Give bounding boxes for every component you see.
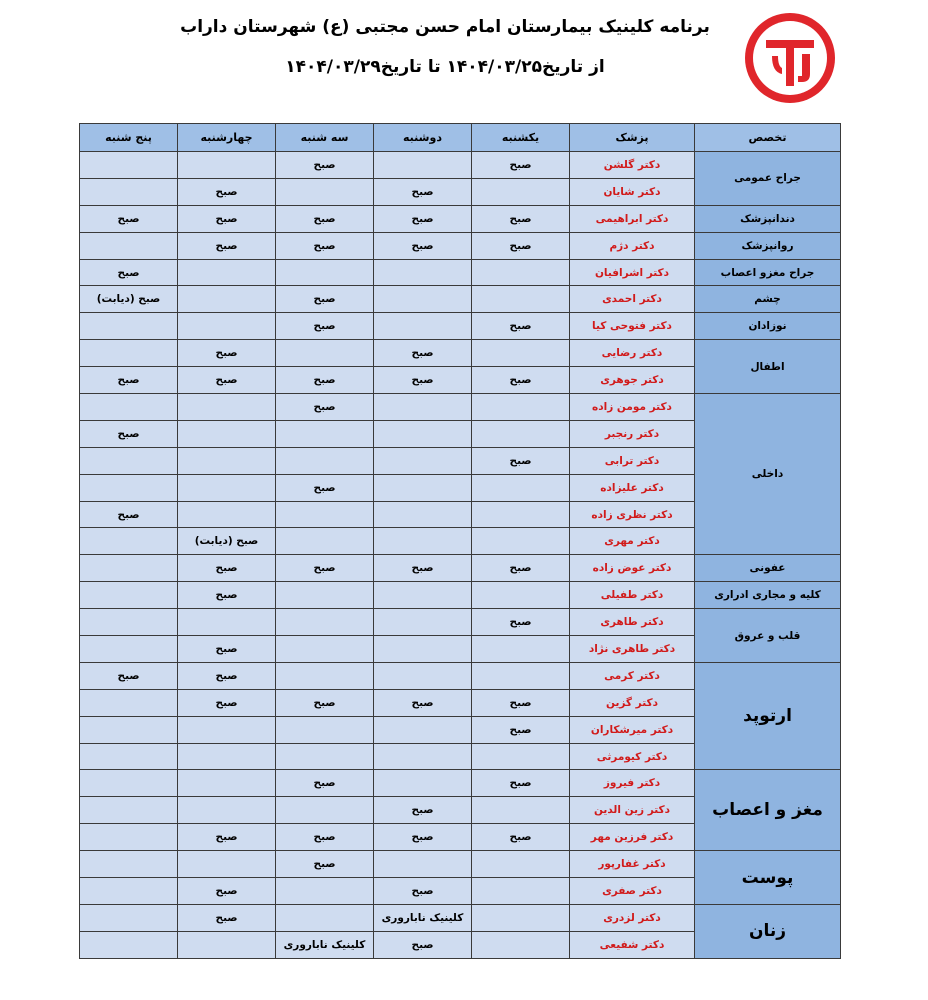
schedule-cell <box>472 878 570 905</box>
schedule-cell: صبح <box>276 313 374 340</box>
schedule-cell <box>178 609 276 636</box>
doctor-cell: دکتر لزدری <box>570 904 695 931</box>
schedule-cell: صبح <box>80 367 178 394</box>
doctor-cell: دکتر ابراهیمی <box>570 205 695 232</box>
schedule-cell: صبح <box>80 259 178 286</box>
schedule-cell: صبح <box>276 474 374 501</box>
schedule-cell: صبح <box>276 152 374 179</box>
table-row <box>80 313 841 340</box>
doctor-cell: دکتر احمدی <box>570 286 695 313</box>
schedule-cell <box>374 743 472 770</box>
schedule-cell <box>80 152 178 179</box>
schedule-cell: کلینیک ناباروری <box>276 931 374 958</box>
schedule-cell <box>276 420 374 447</box>
page-title: برنامه کلینیک بیمارستان امام حسن مجتبی (ع) شهرستان داراب <box>180 17 710 37</box>
specialty-cell: کلیه و مجاری ادراری <box>695 582 841 609</box>
table-row <box>80 904 841 931</box>
schedule-cell: صبح <box>178 662 276 689</box>
doctor-cell: دکتر عوض زاده <box>570 555 695 582</box>
schedule-cell <box>276 447 374 474</box>
schedule-cell: صبح <box>276 824 374 851</box>
schedule-cell: صبح <box>472 824 570 851</box>
schedule-cell <box>276 340 374 367</box>
schedule-cell <box>178 394 276 421</box>
schedule-cell <box>472 286 570 313</box>
schedule-cell: صبح <box>374 178 472 205</box>
schedule-cell <box>80 232 178 259</box>
schedule-cell <box>472 528 570 555</box>
schedule-cell: صبح (دیابت) <box>178 528 276 555</box>
schedule-cell <box>276 878 374 905</box>
schedule-cell: صبح <box>178 367 276 394</box>
schedule-cell <box>178 259 276 286</box>
schedule-cell <box>374 152 472 179</box>
specialty-cell: داخلی <box>695 394 841 555</box>
table-row <box>80 582 841 609</box>
schedule-cell <box>178 501 276 528</box>
schedule-cell: صبح <box>276 205 374 232</box>
table-row <box>80 555 841 582</box>
table-row <box>80 851 841 878</box>
specialty-cell: عفونی <box>695 555 841 582</box>
schedule-cell: صبح <box>80 420 178 447</box>
schedule-cell <box>80 689 178 716</box>
schedule-cell <box>80 394 178 421</box>
schedule-cell <box>80 313 178 340</box>
doctor-cell: دکتر جوهری <box>570 367 695 394</box>
schedule-cell: صبح <box>178 555 276 582</box>
doctor-cell: دکتر فتوحی کیا <box>570 313 695 340</box>
schedule-cell <box>276 582 374 609</box>
table-row <box>80 152 841 179</box>
schedule-cell <box>374 313 472 340</box>
schedule-cell: صبح <box>374 340 472 367</box>
doctor-cell: دکتر نظری زاده <box>570 501 695 528</box>
specialty-cell: ارتوپد <box>695 662 841 770</box>
schedule-cell <box>178 286 276 313</box>
schedule-cell <box>472 931 570 958</box>
doctor-cell: دکتر فیروز <box>570 770 695 797</box>
schedule-cell: صبح <box>80 205 178 232</box>
schedule-cell: صبح <box>80 501 178 528</box>
schedule-cell <box>80 878 178 905</box>
schedule-cell: صبح <box>472 232 570 259</box>
table-row <box>80 609 841 636</box>
schedule-cell: صبح <box>374 689 472 716</box>
schedule-cell <box>80 447 178 474</box>
column-header: تخصص <box>695 124 841 152</box>
specialty-cell: اطفال <box>695 340 841 394</box>
page-header <box>150 14 740 80</box>
schedule-cell: صبح <box>276 555 374 582</box>
schedule-cell <box>472 797 570 824</box>
schedule-cell <box>374 582 472 609</box>
doctor-cell: دکتر مومن زاده <box>570 394 695 421</box>
doctor-cell: دکتر طاهری <box>570 609 695 636</box>
schedule-cell <box>80 770 178 797</box>
table-row <box>80 394 841 421</box>
schedule-cell: صبح <box>178 205 276 232</box>
schedule-cell: صبح <box>276 851 374 878</box>
schedule-cell: صبح <box>178 636 276 663</box>
schedule-cell: صبح <box>178 824 276 851</box>
schedule-cell <box>80 474 178 501</box>
table-row <box>80 232 841 259</box>
doctor-cell: دکتر رضایی <box>570 340 695 367</box>
schedule-cell <box>472 420 570 447</box>
doctor-cell: دکتر مهری <box>570 528 695 555</box>
schedule-cell <box>276 259 374 286</box>
doctor-cell: دکتر گلشن <box>570 152 695 179</box>
doctor-cell: دکتر گزین <box>570 689 695 716</box>
schedule-cell <box>80 340 178 367</box>
schedule-cell: صبح <box>276 689 374 716</box>
schedule-cell <box>374 501 472 528</box>
schedule-cell <box>80 636 178 663</box>
schedule-cell: صبح <box>178 178 276 205</box>
schedule-cell: صبح <box>178 878 276 905</box>
schedule-cell <box>178 797 276 824</box>
table-row <box>80 662 841 689</box>
specialty-cell: قلب و عروق <box>695 609 841 663</box>
schedule-cell <box>80 555 178 582</box>
schedule-cell <box>178 770 276 797</box>
schedule-cell <box>80 931 178 958</box>
doctor-cell: دکتر زین الدین <box>570 797 695 824</box>
schedule-cell <box>374 286 472 313</box>
schedule-cell <box>178 447 276 474</box>
schedule-cell <box>276 662 374 689</box>
column-header: یکشنبه <box>472 124 570 152</box>
specialty-cell: مغز و اعصاب <box>695 770 841 851</box>
schedule-cell: صبح <box>374 555 472 582</box>
schedule-cell <box>80 716 178 743</box>
schedule-cell: صبح <box>472 447 570 474</box>
schedule-cell <box>374 528 472 555</box>
schedule-cell <box>472 662 570 689</box>
schedule-cell <box>178 152 276 179</box>
date-range: از تاریخ۱۴۰۴/۰۳/۲۵ تا تاریخ۱۴۰۴/۰۳/۲۹ <box>285 57 605 77</box>
schedule-cell: صبح <box>374 232 472 259</box>
schedule-cell: صبح <box>80 662 178 689</box>
schedule-cell <box>276 716 374 743</box>
schedule-cell: صبح <box>374 824 472 851</box>
schedule-cell <box>374 716 472 743</box>
schedule-cell: صبح <box>472 313 570 340</box>
schedule-cell <box>80 528 178 555</box>
schedule-cell <box>472 259 570 286</box>
schedule-cell: صبح <box>276 770 374 797</box>
specialty-cell: نوزادان <box>695 313 841 340</box>
schedule-cell <box>472 636 570 663</box>
schedule-cell <box>374 662 472 689</box>
schedule-cell: صبح <box>472 609 570 636</box>
schedule-cell <box>472 394 570 421</box>
schedule-cell <box>374 394 472 421</box>
schedule-cell <box>472 474 570 501</box>
schedule-cell: صبح <box>374 931 472 958</box>
schedule-cell: صبح <box>178 582 276 609</box>
doctor-cell: دکتر ترابی <box>570 447 695 474</box>
doctor-cell: دکتر غفارپور <box>570 851 695 878</box>
doctor-cell: دکتر طفیلی <box>570 582 695 609</box>
schedule-cell: صبح <box>276 232 374 259</box>
schedule-cell: صبح <box>472 555 570 582</box>
schedule-cell <box>472 582 570 609</box>
schedule-cell <box>178 931 276 958</box>
schedule-cell: صبح <box>178 340 276 367</box>
schedule-cell <box>80 582 178 609</box>
schedule-cell <box>472 178 570 205</box>
doctor-cell: دکتر کیومرثی <box>570 743 695 770</box>
schedule-cell <box>374 259 472 286</box>
table-row <box>80 205 841 232</box>
schedule-cell <box>80 797 178 824</box>
schedule-cell <box>276 178 374 205</box>
schedule-cell: صبح <box>472 152 570 179</box>
schedule-cell: صبح <box>374 367 472 394</box>
schedule-cell: صبح <box>472 689 570 716</box>
schedule-cell <box>472 743 570 770</box>
schedule-cell <box>374 474 472 501</box>
schedule-cell <box>178 474 276 501</box>
schedule-cell: صبح <box>374 878 472 905</box>
doctor-cell: دکتر میرشکاران <box>570 716 695 743</box>
doctor-cell: دکتر شایان <box>570 178 695 205</box>
schedule-cell <box>178 420 276 447</box>
specialty-cell: پوست <box>695 851 841 905</box>
column-header: پزشک <box>570 124 695 152</box>
schedule-cell: صبح <box>178 689 276 716</box>
schedule-cell: صبح (دیابت) <box>80 286 178 313</box>
schedule-cell <box>374 447 472 474</box>
schedule-cell <box>178 743 276 770</box>
schedule-cell: صبح <box>374 797 472 824</box>
schedule-cell: صبح <box>472 770 570 797</box>
table-row <box>80 340 841 367</box>
schedule-cell: صبح <box>472 716 570 743</box>
schedule-cell <box>80 824 178 851</box>
schedule-cell: صبح <box>276 367 374 394</box>
schedule-cell: صبح <box>472 205 570 232</box>
schedule-cell <box>276 636 374 663</box>
specialty-cell: جراح مغزو اعصاب <box>695 259 841 286</box>
schedule-cell <box>80 743 178 770</box>
schedule-cell <box>374 851 472 878</box>
schedule-cell <box>472 340 570 367</box>
doctor-cell: دکتر علیزاده <box>570 474 695 501</box>
schedule-cell: صبح <box>472 367 570 394</box>
specialty-cell: روانپزشک <box>695 232 841 259</box>
schedule-cell <box>80 851 178 878</box>
table-row <box>80 286 841 313</box>
schedule-cell <box>276 528 374 555</box>
schedule-cell: صبح <box>178 232 276 259</box>
doctor-cell: دکتر صفری <box>570 878 695 905</box>
schedule-cell <box>80 178 178 205</box>
specialty-cell: دندانپزشک <box>695 205 841 232</box>
doctor-cell: دکتر اشرافیان <box>570 259 695 286</box>
schedule-cell <box>374 609 472 636</box>
table-row <box>80 770 841 797</box>
schedule-cell <box>178 313 276 340</box>
column-header: چهارشنبه <box>178 124 276 152</box>
schedule-cell <box>276 609 374 636</box>
doctor-cell: دکتر دژم <box>570 232 695 259</box>
schedule-cell: صبح <box>374 205 472 232</box>
schedule-cell <box>374 636 472 663</box>
schedule-cell: صبح <box>178 904 276 931</box>
specialty-cell: زنان <box>695 904 841 958</box>
schedule-cell <box>276 797 374 824</box>
schedule-cell <box>472 851 570 878</box>
column-header: پنج شنبه <box>80 124 178 152</box>
schedule-cell: صبح <box>276 394 374 421</box>
specialty-cell: جراح عمومی <box>695 152 841 206</box>
schedule-cell <box>80 904 178 931</box>
column-header: سه شنبه <box>276 124 374 152</box>
schedule-cell <box>374 770 472 797</box>
schedule-cell <box>178 851 276 878</box>
column-header: دوشنبه <box>374 124 472 152</box>
specialty-cell: چشم <box>695 286 841 313</box>
doctor-cell: دکتر رنجبر <box>570 420 695 447</box>
schedule-cell <box>178 716 276 743</box>
doctor-cell: دکتر کرمی <box>570 662 695 689</box>
table-row <box>80 259 841 286</box>
hospital-logo <box>742 10 838 106</box>
schedule-cell <box>374 420 472 447</box>
schedule-cell <box>472 904 570 931</box>
schedule-cell: صبح <box>276 286 374 313</box>
header-row <box>80 124 841 152</box>
schedule-cell <box>472 501 570 528</box>
schedule-cell <box>276 743 374 770</box>
schedule-cell <box>276 501 374 528</box>
clinic-schedule-table <box>79 123 841 959</box>
doctor-cell: دکتر طاهری نژاد <box>570 636 695 663</box>
doctor-cell: دکتر فرزین مهر <box>570 824 695 851</box>
schedule-cell <box>276 904 374 931</box>
schedule-cell <box>80 609 178 636</box>
doctor-cell: دکتر شفیعی <box>570 931 695 958</box>
schedule-cell: کلینیک ناباروری <box>374 904 472 931</box>
